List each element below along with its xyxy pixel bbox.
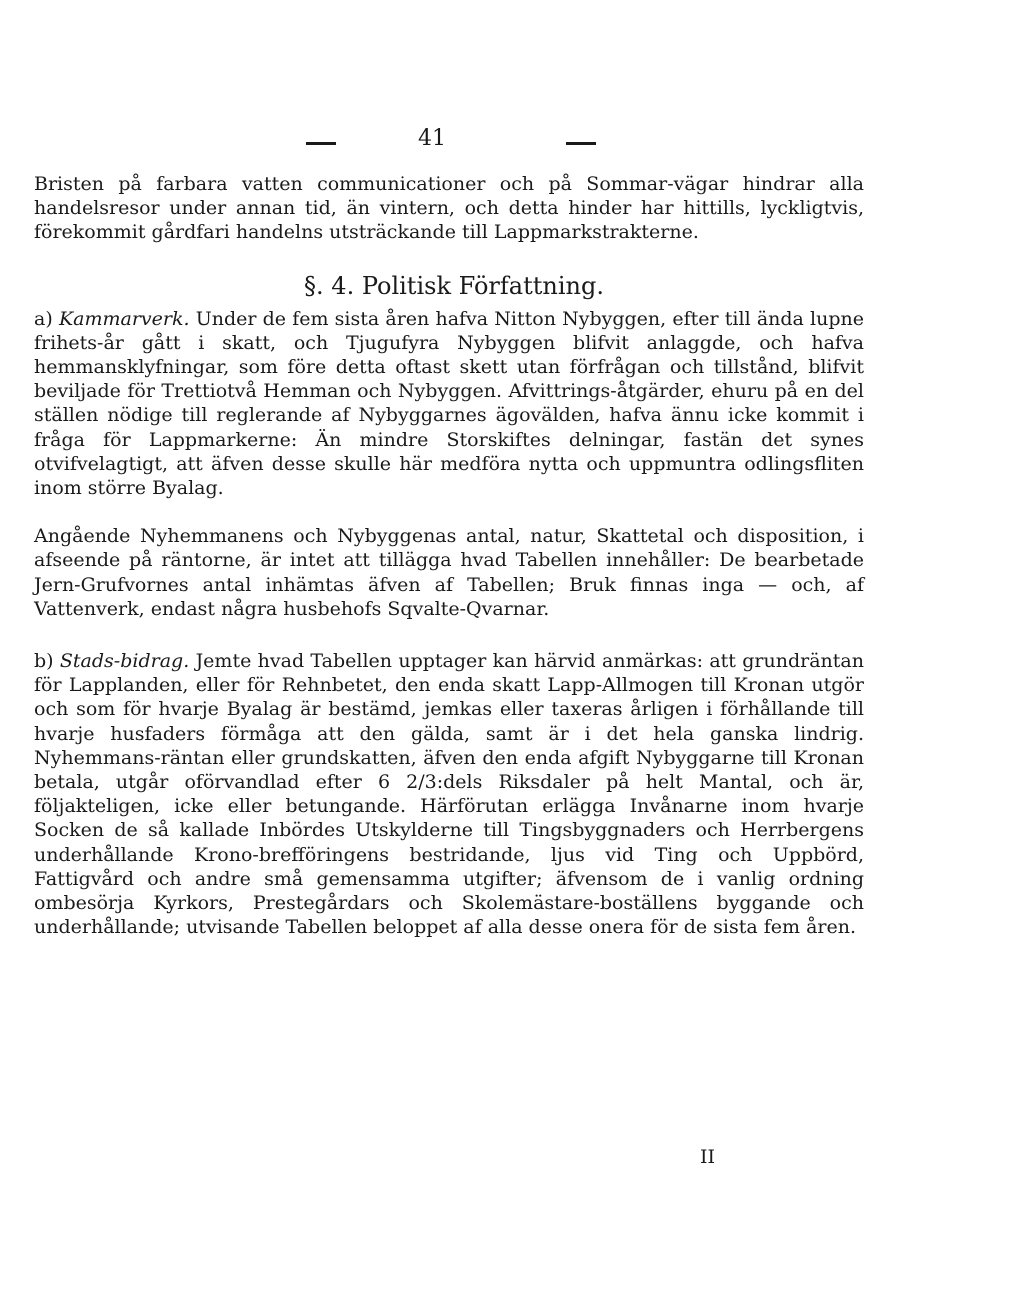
signature-mark: II — [700, 1146, 716, 1168]
kammarverk-paragraph — [34, 307, 864, 501]
page-number: 41 — [418, 126, 446, 151]
paragraph-gap — [34, 621, 864, 649]
page-body — [34, 120, 864, 939]
angaende-paragraph: Angående Nyhemmanens och Nybyggenas antal, natur, Skattetal och disposition, i afseende på räntorne, är intet att tillägga hvad Tabellen innehåller: De bearbetade Jern-Grufvornes antal inhämtas äfven af Tabellen; Bruk finnas inga — och, af Vattenverk, endast några husbehofs Sqvalte-Qvarnar. — [34, 525, 864, 620]
header-dash-right — [566, 142, 596, 145]
kammarverk-label: a) — [34, 307, 53, 330]
stadsbidrag-label: b) — [34, 650, 54, 673]
kammarverk-text: Under de fem sista åren hafva Nitton Nybyggen, efter till ända lupne frihets-år gått i skatt, och Tjugufyra Nybyggen blifvit anlaggde, och hafva hemmansklyfningar, som före detta oftast skett utan förfrågan och tillstånd, blifvit beviljade för Trettiotvå Hemman och Nybyggen. Afvittrings-åtgärder, ehuru på en del ställen nödige till reglerande af Nybyggarnes ägovälden, hafva ännu icke kommit i fråga för Lappmarkerne: Än mindre Storskiftes delningar, fastän det synes otvifvelagtigt, att äfven desse skulle här medföra nytta och uppmuntra odlingsfliten inom större Byalag. — [34, 307, 865, 500]
stadsbidrag-title: Stads-bidrag. — [59, 650, 190, 673]
kammarverk-title: Kammarverk. — [58, 307, 190, 330]
stadsbidrag-text: Jemte hvad Tabellen upptager kan härvid anmärkas: att grundräntan för Lapplanden, eller för Rehnbetet, den enda skatt Lapp-Allmogen till Kronan utgör och som för hvarje Byalag är bestämd, jemkas eller taxeras årligen i förhållande till hvarje husfaders förmåga att den gälda, samt är i det hela ganska lindrig. Nyhemmans-räntan eller grundskatten, äfven den enda afgift Nybyggarne till Kronan betala, utgår oförvandlad efter 6 2/3:dels Riksdaler på helt Mantal, och är, följakteligen, icke eller betungande. Härförutan erlägga Invånarne inom hvarje Socken de så kallade Inbördes Utskylderne till Tingsbyggnaders och Herrbergens underhållande Krono-brefföringens bestridande, ljus vid Ting och Uppbörd, Fattigvård och andre små gemensamma utgifter; äfvensom de i vanlig ordning ombesörja Kyrkors, Prestegårdars och Skolemästare-boställens byggande och underhållande; utvisande Tabellen beloppet af alla desse onera för de sista fem åren. — [34, 650, 864, 939]
stadsbidrag-paragraph — [34, 649, 864, 939]
header-dash-left — [306, 142, 336, 145]
section-heading: §. 4. Politisk Författning. — [304, 271, 604, 300]
intro-paragraph: Bristen på farbara vatten communicationer och på Sommar-vägar hindrar alla handelsresor under annan tid, än vintern, och detta hinder har hittills, lyckligtvis, förekommit gårdfari handelns utsträckande till Lappmarkstrakterne. — [34, 173, 864, 244]
page-header — [34, 120, 864, 170]
paragraph-gap — [34, 500, 864, 524]
